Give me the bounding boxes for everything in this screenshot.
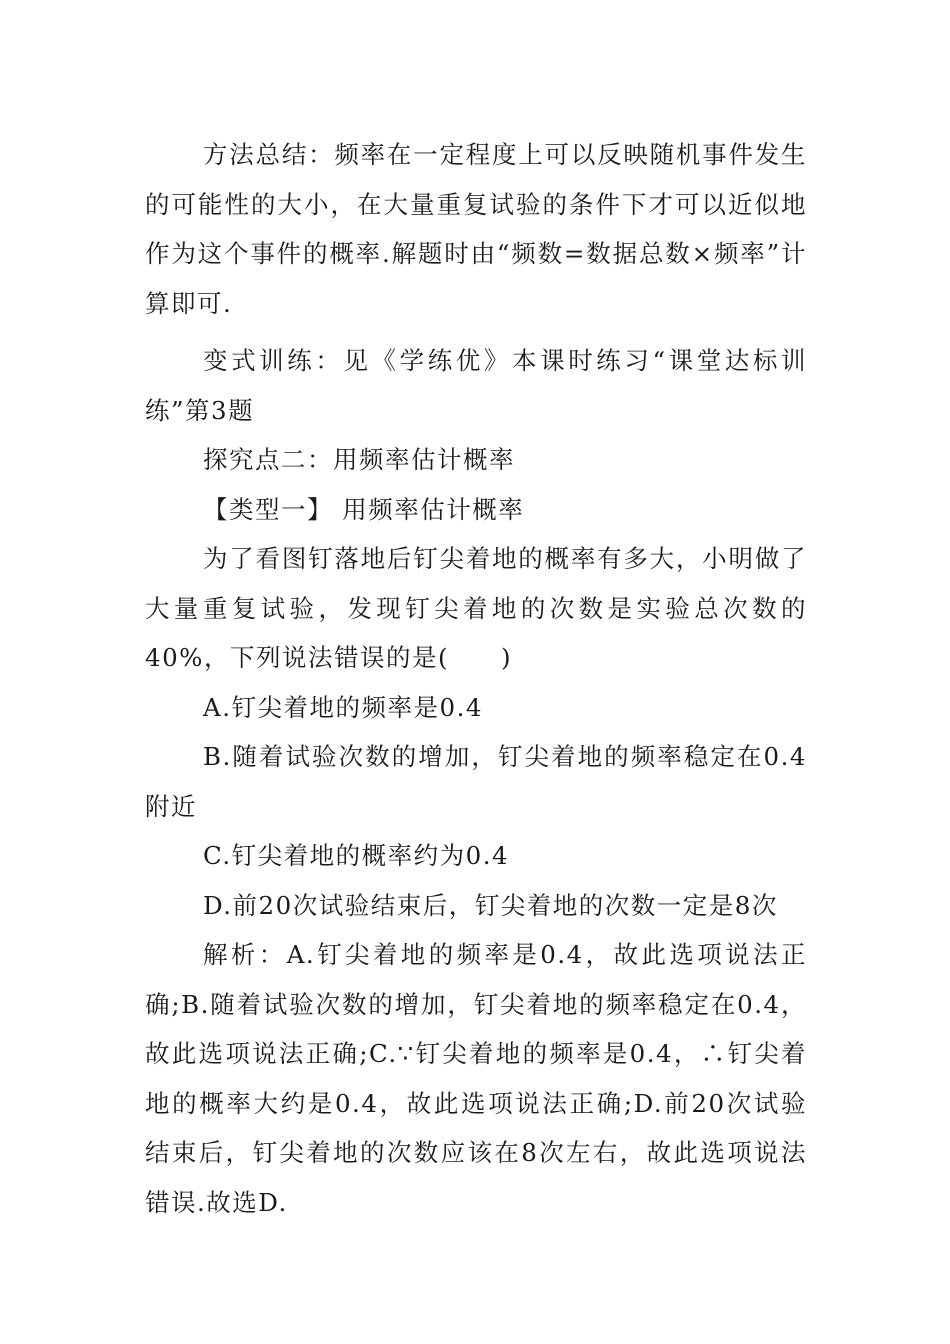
explore-point-heading: 探究点二：用频率估计概率 [203, 445, 515, 474]
problem-paragraph: 为了看图钉落地后钉尖着地的概率有多大，小明做了大量重复试验，发现钉尖着地的次数是实验总次数的40%，下列说法错误的是( ) [145, 544, 807, 672]
variant-training-paragraph: 变式训练：见《学练优》本课时练习“课堂达标训练”第3题 [145, 346, 807, 425]
document-body [145, 130, 807, 1227]
option-d: D.前20次试验结束后，钉尖着地的次数一定是8次 [203, 890, 778, 920]
option-c: C.钉尖着地的概率约为0.4 [203, 841, 510, 870]
option-a: A.钉尖着地的频率是0.4 [203, 692, 483, 722]
method-summary-paragraph: 方法总结：频率在一定程度上可以反映随机事件发生的可能性的大小，在大量重复试验的条件下才可以近似地作为这个事件的概率.解题时由“频数=数据总数×频率”计算即可. [145, 140, 807, 318]
analysis-paragraph: 解析：A.钉尖着地的频率是0.4，故此选项说法正确;B.随着试验次数的增加，钉尖着地的频率稳定在0.4，故此选项说法正确;C.∵钉尖着地的频率是0.4，∴钉尖着地的概率大约是0.4，故此选项说法正确;D.前20次试验结束后，钉尖着地的次数应该在8次左右，故此选项说法错误.故选D. [145, 940, 807, 1217]
option-b: B.随着试验次数的增加，钉尖着地的频率稳定在0.4附近 [145, 742, 807, 821]
type-heading: 【类型一】 用频率估计概率 [203, 494, 525, 524]
